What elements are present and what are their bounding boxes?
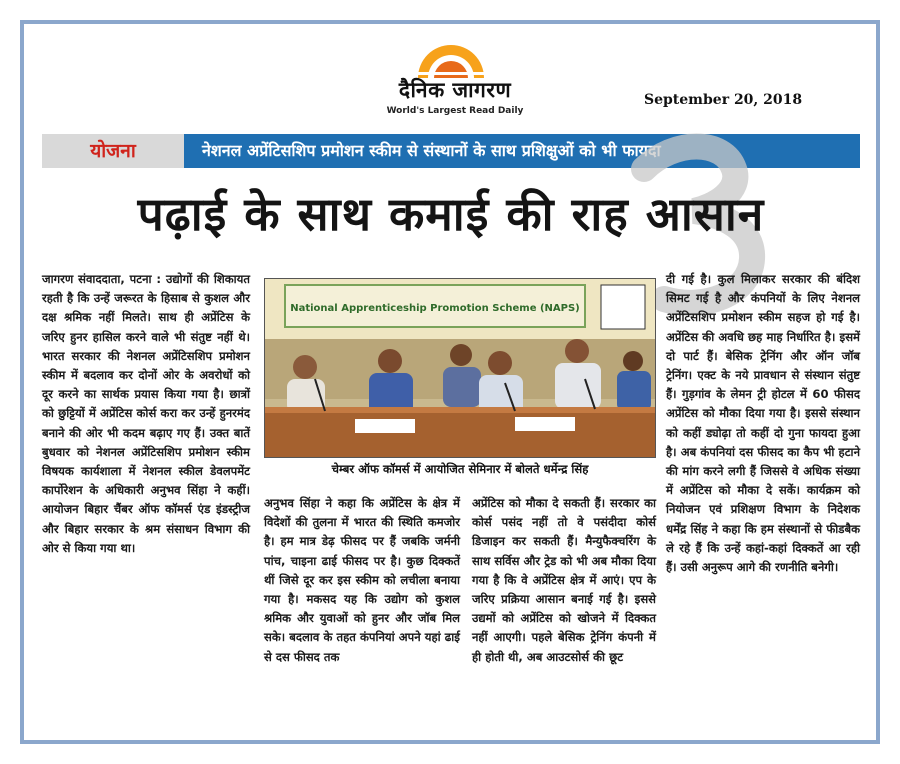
clipping-frame: [20, 20, 880, 744]
photo-caption: चेम्बर ऑफ कॉमर्स में आयोजित सेमिनार में बोलते धर्मेन्द्र सिंह: [331, 462, 589, 476]
main-headline: पढ़ाई के साथ कमाई की राह आसान: [137, 187, 765, 241]
seminar-photo: [264, 278, 656, 458]
article-column-4: [666, 270, 860, 728]
column-4-text: दी गई है। कुल मिलाकर सरकार की बंदिश सिमट गई है और कंपनियों के लिए नेशनल अप्रेंटिसशिप प्रमोशन स्कीम सहज हो गई है। अप्रेंटिस की अवधि छह माह निर्धारित है। इसमें दो पार्ट हैं। बेसिक ट्रेनिंग और ऑन जॉब ट्रेनिंग। एक्ट के नये प्रावधान से संस्थान संतुष्ट हैं। गुड़गांव के लेमन ट्री होटल में 60 फीसद अप्रेंटिस को मौका दिया गया है। इससे संस्थान को कहीं ड्योढ़ा तो कहीं दो गुना फायदा हुआ है। अब कंपनियां दस फीसद का कैप भी हटाने की मांग करने लगी हैं जिससे वे अधिक संख्या में अप्रेंटिस को मौका दे सकें। कार्यक्रम को नियोजन एवं प्रशिक्षण विभाग के निदेशक धर्मेंद्र सिंह ने कहा कि हम संस्थानों से फीडबैक ले रहे हैं कि उन्हें कहां-कहां दिक्कतें आ रही हैं। उसी अनुरूप आगे की रणनीति बनेगी।: [666, 272, 860, 575]
banner-text: National Apprenticeship Promotion Scheme (NAPS): [290, 303, 580, 314]
byline: जागरण संवाददाता, पटना :: [42, 272, 162, 286]
clipping-content: [24, 24, 876, 740]
column-2-text: अनुभव सिंहा ने कहा कि अप्रेंटिस के क्षेत्र में विदेशों की तुलना में भारत की स्थिति कमजोर है। हम मात्र डेढ़ फीसद पर हैं जबकि जर्मनी पांच, चाइना ढाई फीसद पर है। कुछ दिक्कतें थीं जिसे दूर कर इस स्कीम को लचीला बनाया गया है। मकसद यह कि उद्योग को कुशल श्रमिक और युवाओं को हुनर और जॉब मिल सके। बदलाव के तहत कंपनियां अपने यहां ढाई से दस फीसद तक: [264, 496, 460, 664]
column-1-text: उद्योगों की शिकायत रहती है कि उन्हें जरूरत के हिसाब से कुशल और दक्ष श्रमिक नहीं मिलते। साथ ही अप्रेंटिस के जरिए हुनर हासिल करने वाले भी संतुष्ट नहीं थे। भारत सरकार की नेशनल अप्रेंटिसशिप प्रमोशन स्कीम में बदलाव कर दोनों ओर के अवरोधों को दूर करने का सार्थक प्रयास किया गया है। छात्रों को छुट्टियों में अप्रेंटिस कोर्स करा कर उन्हें हुनरमंद बनाने की ओर भी कदम बढ़ाए गए हैं। उक्त बातें बुधवार को नेशनल अप्रेंटिसशिप प्रमोशन स्कीम विषयक कार्यशाला में नेशनल स्कील डेवलपमेंट कार्पोरेशन के अधिकारी अनुभव सिंहा ने कहीं। आयोजन बिहार चैंबर ऑफ कॉमर्स एंड इंडस्ट्रीज और बिहार सरकार के श्रम संसाधन विभाग की ओर से किया गया था।: [42, 272, 250, 555]
sun-logo-icon: [414, 38, 488, 78]
seminar-photo-illustration: [265, 279, 656, 458]
section-tag: योजना: [42, 134, 184, 168]
publication-date: September 20, 2018: [644, 92, 803, 108]
article-column-3: [472, 494, 656, 728]
column-3-text: अप्रेंटिस को मौका दे सकती हैं। सरकार का कोर्स पसंद नहीं तो वे पसंदीदा कोर्स डिजाइन कर सकती हैं। मैन्युफैक्चरिंग के साथ सर्विस और ट्रेड को भी अब मौका दिया गया है कि वे अप्रेंटिस क्षेत्र में आएं। एप के जरिए प्रक्रिया आसान बनाई गई है। इससे उद्यमों को अप्रेंटिस को खोजने में दिक्कत नहीं आएगी। पहले बेसिक ट्रेनिंग कंपनी में ही होती थी, अब आउटसोर्स की छूट: [472, 496, 656, 664]
sub-headline: नेशनल अप्रेंटिसशिप प्रमोशन स्कीम से संस्थानों के साथ प्रशिक्षुओं को भी फायदा: [184, 134, 860, 168]
masthead-name: दैनिक जागरण: [398, 78, 512, 102]
article-column-1: [42, 270, 250, 728]
article-column-2: [264, 494, 460, 728]
masthead-tagline: World's Largest Read Daily: [386, 106, 524, 116]
